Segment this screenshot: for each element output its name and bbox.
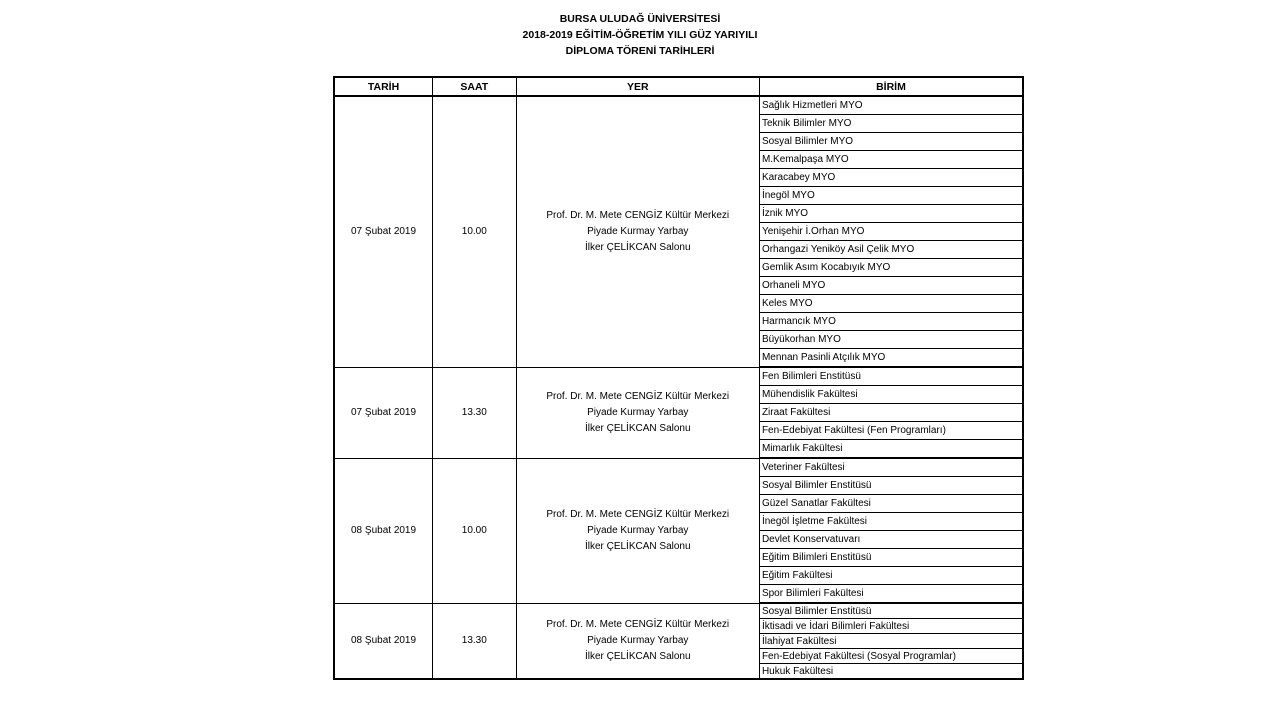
unit-name: Sosyal Bilimler MYO bbox=[759, 133, 1023, 151]
ceremony-place bbox=[516, 458, 759, 603]
ceremony-date: 07 Şubat 2019 bbox=[334, 367, 433, 458]
place-line: Piyade Kurmay Yarbay bbox=[587, 225, 689, 237]
unit-name: Spor Bilimleri Fakültesi bbox=[759, 585, 1023, 604]
unit-name: İnegöl İşletme Fakültesi bbox=[759, 513, 1023, 531]
university-title: BURSA ULUDAĞ ÜNİVERSİTESİ bbox=[559, 13, 721, 25]
place-line: Prof. Dr. M. Mete CENGİZ Kültür Merkezi bbox=[546, 508, 730, 520]
unit-name: Fen-Edebiyat Fakültesi (Sosyal Programlar) bbox=[759, 649, 1023, 664]
ceremony-date: 08 Şubat 2019 bbox=[334, 458, 433, 603]
ceremony-time: 10.00 bbox=[433, 96, 516, 367]
ceremony-time: 10.00 bbox=[433, 458, 516, 603]
ceremony-time: 13.30 bbox=[433, 603, 516, 679]
table-row bbox=[334, 367, 1023, 386]
unit-name: Devlet Konservatuvarı bbox=[759, 531, 1023, 549]
unit-name: İlahiyat Fakültesi bbox=[759, 634, 1023, 649]
unit-name: Hukuk Fakültesi bbox=[759, 664, 1023, 680]
unit-name: Mimarlık Fakültesi bbox=[759, 440, 1023, 459]
unit-name: İznik MYO bbox=[759, 205, 1023, 223]
unit-name: Fen Bilimleri Enstitüsü bbox=[759, 367, 1023, 386]
table-header-row bbox=[334, 77, 1023, 96]
table-row bbox=[334, 96, 1023, 115]
unit-name: Fen-Edebiyat Fakültesi (Fen Programları) bbox=[759, 422, 1023, 440]
unit-name: Mennan Pasinli Atçılık MYO bbox=[759, 349, 1023, 368]
place-line: Prof. Dr. M. Mete CENGİZ Kültür Merkezi bbox=[546, 209, 730, 221]
place-line: Prof. Dr. M. Mete CENGİZ Kültür Merkezi bbox=[546, 390, 730, 402]
column-header-unit: BİRİM bbox=[759, 77, 1023, 96]
ceremony-place bbox=[516, 96, 759, 367]
unit-name: Sağlık Hizmetleri MYO bbox=[759, 96, 1023, 115]
ceremony-time: 13.30 bbox=[433, 367, 516, 458]
unit-name: Eğitim Bilimleri Enstitüsü bbox=[759, 549, 1023, 567]
unit-name: Mühendislik Fakültesi bbox=[759, 386, 1023, 404]
place-line: Piyade Kurmay Yarbay bbox=[587, 406, 689, 418]
column-header-place: YER bbox=[516, 77, 759, 96]
unit-name: İnegöl MYO bbox=[759, 187, 1023, 205]
ceremony-schedule-table bbox=[333, 76, 1024, 680]
place-line: Piyade Kurmay Yarbay bbox=[587, 634, 689, 646]
column-header-date: TARİH bbox=[334, 77, 433, 96]
unit-name: Sosyal Bilimler Enstitüsü bbox=[759, 477, 1023, 495]
table-row bbox=[334, 458, 1023, 477]
ceremony-place bbox=[516, 603, 759, 679]
unit-name: Güzel Sanatlar Fakültesi bbox=[759, 495, 1023, 513]
column-header-time: SAAT bbox=[433, 77, 516, 96]
ceremony-place bbox=[516, 367, 759, 458]
unit-name: İktisadi ve İdari Bilimleri Fakültesi bbox=[759, 619, 1023, 634]
document-title: DİPLOMA TÖRENİ TARİHLERİ bbox=[565, 45, 715, 57]
unit-name: Büyükorhan MYO bbox=[759, 331, 1023, 349]
unit-name: Yenişehir İ.Orhan MYO bbox=[759, 223, 1023, 241]
unit-name: M.Kemalpaşa MYO bbox=[759, 151, 1023, 169]
unit-name: Teknik Bilimler MYO bbox=[759, 115, 1023, 133]
unit-name: Veteriner Fakültesi bbox=[759, 458, 1023, 477]
table-body bbox=[334, 96, 1023, 679]
semester-title: 2018-2019 EĞİTİM-ÖĞRETİM YILI GÜZ YARIYILI bbox=[522, 29, 758, 41]
table-row bbox=[334, 603, 1023, 619]
place-line: İlker ÇELİKCAN Salonu bbox=[584, 650, 691, 662]
place-line: Piyade Kurmay Yarbay bbox=[587, 524, 689, 536]
unit-name: Keles MYO bbox=[759, 295, 1023, 313]
unit-name: Orhaneli MYO bbox=[759, 277, 1023, 295]
unit-name: Gemlik Asım Kocabıyık MYO bbox=[759, 259, 1023, 277]
ceremony-date: 08 Şubat 2019 bbox=[334, 603, 433, 679]
ceremony-date: 07 Şubat 2019 bbox=[334, 96, 433, 367]
unit-name: Orhangazi Yeniköy Asil Çelik MYO bbox=[759, 241, 1023, 259]
unit-name: Ziraat Fakültesi bbox=[759, 404, 1023, 422]
unit-name: Karacabey MYO bbox=[759, 169, 1023, 187]
place-line: İlker ÇELİKCAN Salonu bbox=[584, 241, 691, 253]
place-line: İlker ÇELİKCAN Salonu bbox=[584, 540, 691, 552]
unit-name: Harmancık MYO bbox=[759, 313, 1023, 331]
unit-name: Eğitim Fakültesi bbox=[759, 567, 1023, 585]
place-line: Prof. Dr. M. Mete CENGİZ Kültür Merkezi bbox=[546, 618, 730, 630]
unit-name: Sosyal Bilimler Enstitüsü bbox=[759, 603, 1023, 619]
place-line: İlker ÇELİKCAN Salonu bbox=[584, 422, 691, 434]
